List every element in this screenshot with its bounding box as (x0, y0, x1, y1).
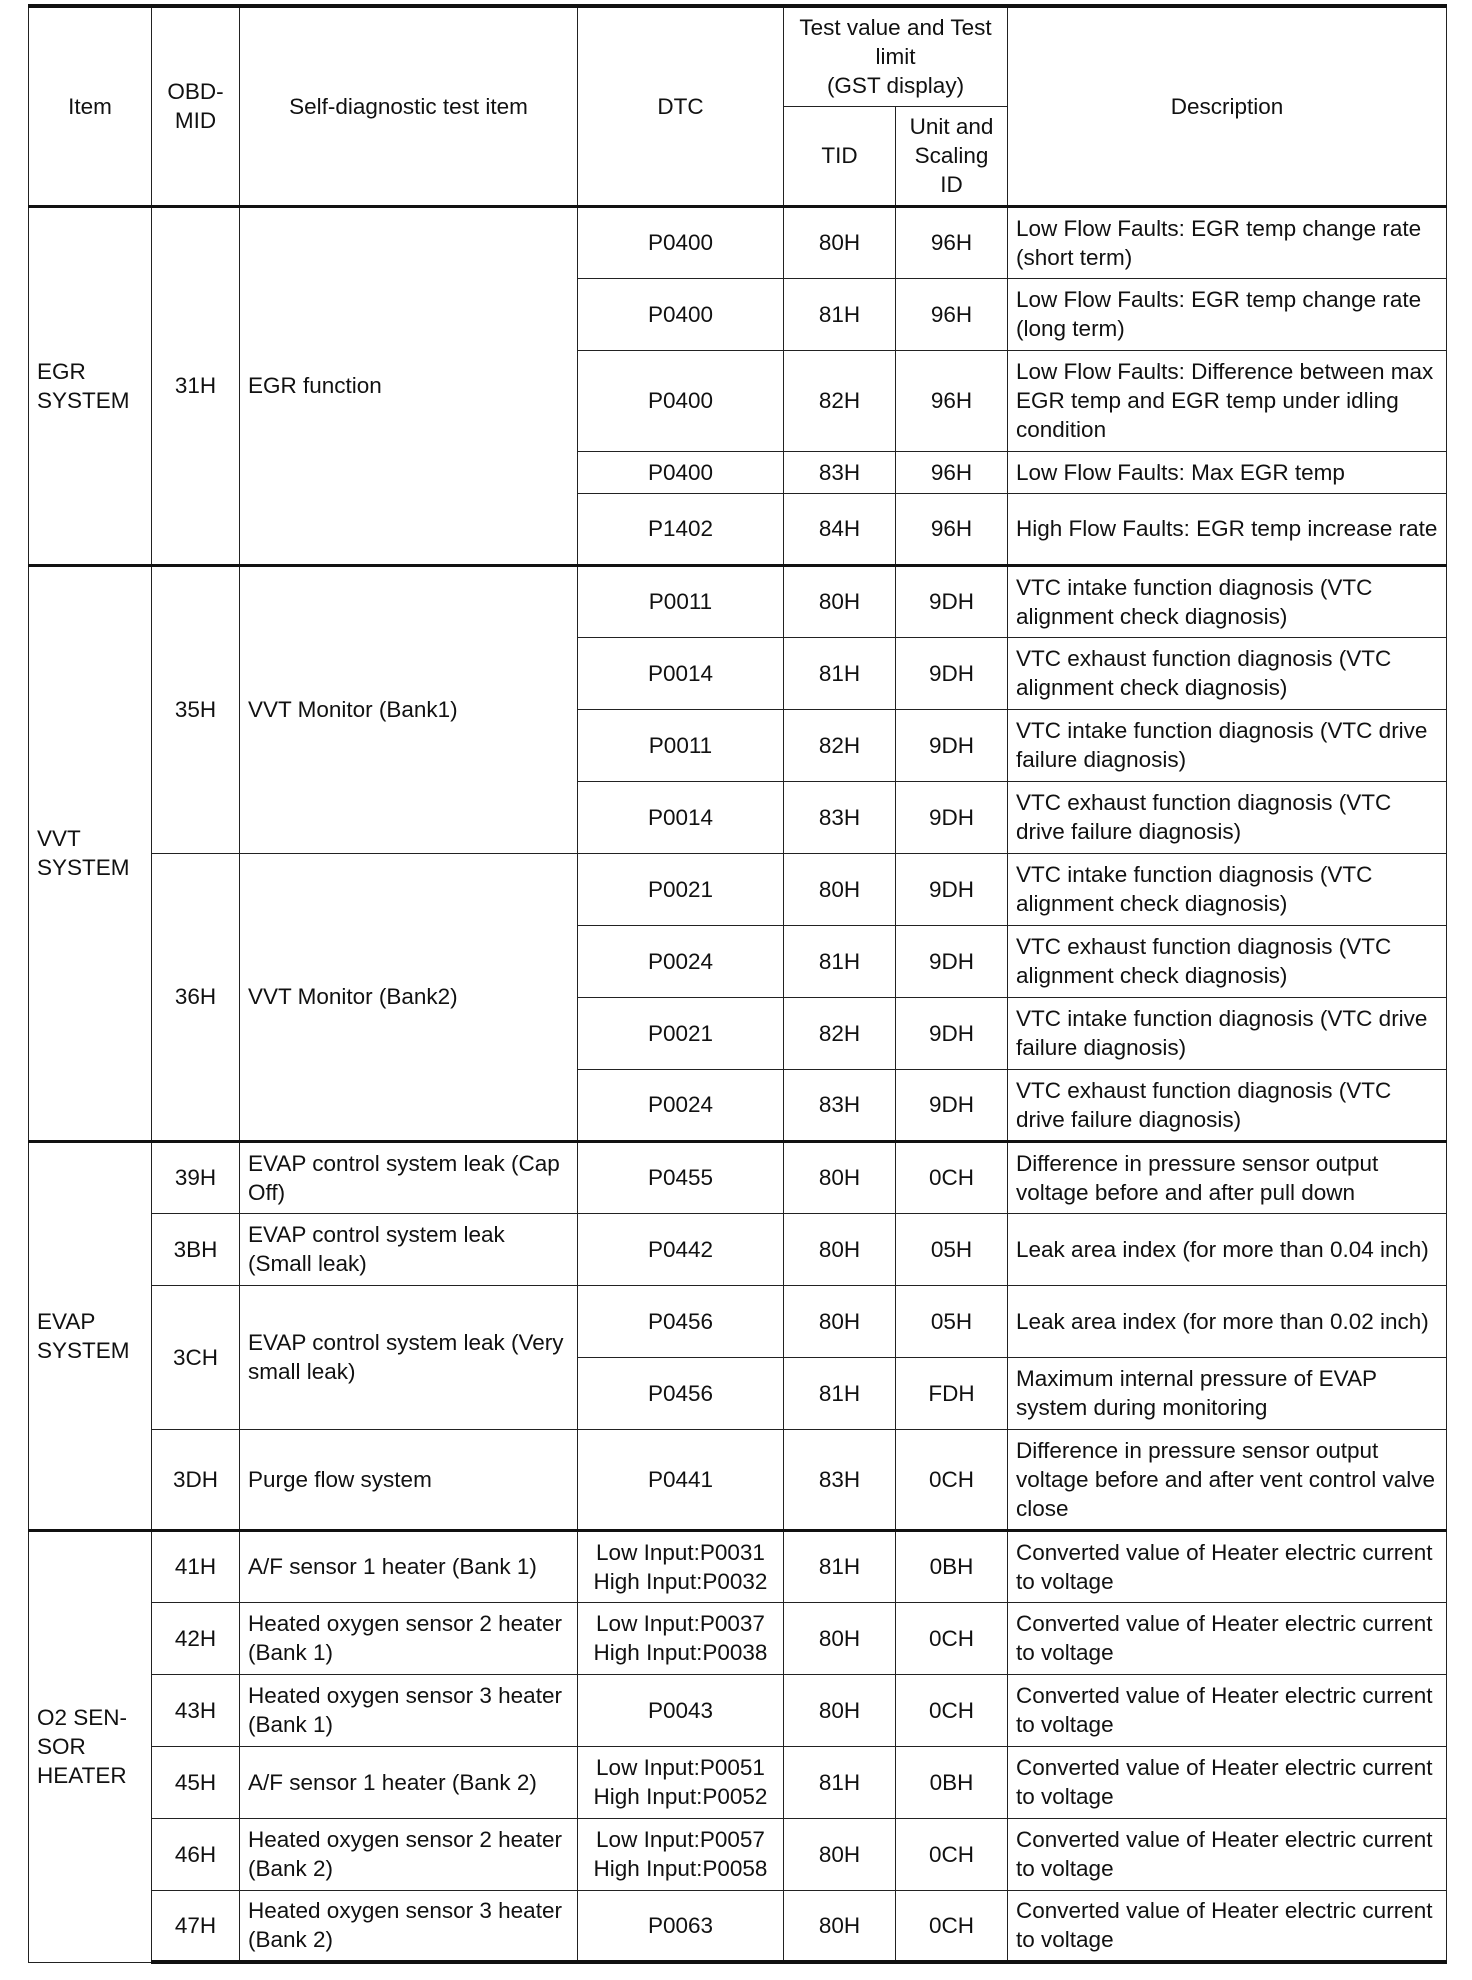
table-row (29, 1602, 1447, 1674)
dtc-code: P0024 (647, 948, 714, 974)
dtc-code: P1402 (647, 516, 714, 541)
description-cell: VTC exhaust function diagnosis (VTC alignment check diagnosis) (1008, 637, 1447, 709)
tid-cell: 82H (784, 997, 896, 1069)
table-row (29, 565, 1447, 637)
dtc-cell (578, 1746, 784, 1818)
unit-scaling-cell: 9DH (896, 925, 1008, 997)
dtc-cell (578, 278, 784, 350)
unit-scaling-cell: 05H (896, 1285, 1008, 1357)
dtc-code: High Input:P0032 (593, 1568, 768, 1594)
tid-cell: 80H (784, 1818, 896, 1890)
dtc-code: P0063 (647, 1912, 714, 1938)
test-item-cell: VVT Monitor (Bank2) (240, 853, 578, 1141)
tid-cell: 80H (784, 1141, 896, 1213)
obd-mid-cell: 3DH (152, 1429, 240, 1530)
obd-mid-cell: 42H (152, 1602, 240, 1674)
dtc-code: High Input:P0052 (593, 1784, 768, 1809)
unit-scaling-cell: 0CH (896, 1674, 1008, 1746)
description-cell: Converted value of Heater electric current to voltage (1008, 1818, 1447, 1890)
unit-scaling-cell: 96H (896, 493, 1008, 565)
test-item-cell: Heated oxygen sensor 3 heater (Bank 1) (240, 1674, 578, 1746)
dtc-cell (578, 1357, 784, 1429)
obd-mid-cell: 39H (152, 1141, 240, 1213)
dtc-cell (578, 1141, 784, 1213)
test-item-cell: EVAP control system leak (Small leak) (240, 1213, 578, 1285)
tid-cell: 83H (784, 1069, 896, 1141)
dtc-cell (578, 1674, 784, 1746)
unit-scaling-cell: 96H (896, 206, 1008, 278)
dtc-cell (578, 637, 784, 709)
tid-cell: 81H (784, 637, 896, 709)
header-tid: TID (784, 106, 896, 206)
dtc-code: P0455 (647, 1165, 714, 1190)
tid-cell: 84H (784, 493, 896, 565)
tid-cell: 81H (784, 1746, 896, 1818)
tid-cell: 81H (784, 1357, 896, 1429)
dtc-code: P0400 (647, 230, 714, 255)
dtc-code: P0024 (647, 1092, 714, 1117)
unit-scaling-cell: 0CH (896, 1141, 1008, 1213)
dtc-code: P0021 (647, 876, 714, 902)
description-cell: Leak area index (for more than 0.04 inch) (1008, 1213, 1447, 1285)
description-cell: Converted value of Heater electric current to voltage (1008, 1674, 1447, 1746)
tid-cell: 80H (784, 1674, 896, 1746)
dtc-cell (578, 565, 784, 637)
dtc-code: P0442 (647, 1236, 714, 1262)
tid-cell: 81H (784, 278, 896, 350)
dtc-code: P0011 (648, 732, 713, 758)
dtc-code: P0021 (647, 1020, 714, 1046)
description-cell: Converted value of Heater electric current to voltage (1008, 1602, 1447, 1674)
dtc-code: P0456 (647, 1380, 714, 1406)
tid-cell: 80H (784, 1602, 896, 1674)
description-cell: Converted value of Heater electric current to voltage (1008, 1890, 1447, 1962)
description-cell: VTC intake function diagnosis (VTC drive failure diagnosis) (1008, 709, 1447, 781)
obd-mid-cell: 43H (152, 1674, 240, 1746)
unit-scaling-cell: 9DH (896, 565, 1008, 637)
dtc-code: P0014 (647, 660, 714, 686)
unit-scaling-cell: 96H (896, 278, 1008, 350)
tid-cell: 80H (784, 853, 896, 925)
table-row (29, 1141, 1447, 1213)
test-item-cell: Heated oxygen sensor 2 heater (Bank 2) (240, 1818, 578, 1890)
dtc-cell (578, 451, 784, 493)
obd-mid-cell: 36H (152, 853, 240, 1141)
header-item: Item (29, 6, 152, 206)
dtc-cell (578, 997, 784, 1069)
unit-scaling-cell: 9DH (896, 781, 1008, 853)
test-item-cell: EGR function (240, 206, 578, 565)
tid-cell: 80H (784, 1213, 896, 1285)
unit-scaling-cell: 9DH (896, 637, 1008, 709)
dtc-cell (578, 1818, 784, 1890)
dtc-code: Low Input:P0057 (596, 1827, 765, 1852)
tid-cell: 82H (784, 350, 896, 451)
table-row (29, 1530, 1447, 1602)
description-cell: Low Flow Faults: EGR temp change rate (long term) (1008, 278, 1447, 350)
dtc-code: P0011 (648, 589, 713, 614)
table-row (29, 853, 1447, 925)
description-cell: Converted value of Heater electric current to voltage (1008, 1530, 1447, 1602)
dtc-code: P0456 (647, 1308, 714, 1334)
dtc-cell (578, 853, 784, 925)
unit-scaling-cell: 96H (896, 350, 1008, 451)
tid-cell: 83H (784, 1429, 896, 1530)
test-item-cell: A/F sensor 1 heater (Bank 2) (240, 1746, 578, 1818)
dtc-code: Low Input:P0037 (596, 1611, 765, 1636)
dtc-code: P0043 (647, 1697, 714, 1723)
unit-scaling-cell: 9DH (896, 1069, 1008, 1141)
description-cell: VTC intake function diagnosis (VTC drive failure diagnosis) (1008, 997, 1447, 1069)
dtc-code: P0441 (647, 1466, 714, 1492)
unit-scaling-cell: 05H (896, 1213, 1008, 1285)
header-description: Description (1008, 6, 1447, 206)
description-cell: Converted value of Heater electric current to voltage (1008, 1746, 1447, 1818)
dtc-cell (578, 1213, 784, 1285)
description-cell: Difference in pressure sensor output voltage before and after vent control valve close (1008, 1429, 1447, 1530)
unit-scaling-cell: 0BH (896, 1746, 1008, 1818)
dtc-code: High Input:P0058 (593, 1856, 768, 1881)
dtc-code: Low Input:P0051 (596, 1755, 765, 1780)
dtc-code: P0400 (647, 388, 714, 413)
test-item-cell: A/F sensor 1 heater (Bank 1) (240, 1530, 578, 1602)
unit-scaling-cell: 9DH (896, 997, 1008, 1069)
dtc-code: High Input:P0038 (593, 1640, 768, 1665)
header-test-item: Self-diagnostic test item (240, 6, 578, 206)
dtc-code: Low Input:P0031 (596, 1539, 765, 1565)
dtc-cell (578, 781, 784, 853)
tid-cell: 80H (784, 206, 896, 278)
unit-scaling-cell: 0BH (896, 1530, 1008, 1602)
header-test-value: Test value and Test limit (GST display) (784, 6, 1008, 106)
test-item-cell: EVAP control system leak (Cap Off) (240, 1141, 578, 1213)
unit-scaling-cell: 0CH (896, 1429, 1008, 1530)
dtc-cell (578, 1285, 784, 1357)
tid-cell: 83H (784, 781, 896, 853)
obd-mid-cell: 35H (152, 565, 240, 853)
obd-mid-cell: 47H (152, 1890, 240, 1962)
dtc-code: P0400 (647, 459, 714, 485)
dtc-code: P0014 (647, 804, 714, 830)
dtc-cell (578, 1429, 784, 1530)
obd-mid-cell: 3CH (152, 1285, 240, 1429)
obd-mid-cell: 41H (152, 1530, 240, 1602)
table-body (29, 206, 1447, 1962)
description-cell: VTC exhaust function diagnosis (VTC drive failure diagnosis) (1008, 781, 1447, 853)
table-container (28, 4, 1446, 1964)
dtc-cell (578, 1069, 784, 1141)
description-cell: Low Flow Faults: EGR temp change rate (short term) (1008, 206, 1447, 278)
description-cell: Difference in pressure sensor output voltage before and after pull down (1008, 1141, 1447, 1213)
description-cell: VTC intake function diagnosis (VTC alignment check diagnosis) (1008, 853, 1447, 925)
table-row (29, 1674, 1447, 1746)
table-row (29, 1429, 1447, 1530)
description-cell: Maximum internal pressure of EVAP system during monitoring (1008, 1357, 1447, 1429)
item-cell: VVT SYSTEM (29, 565, 152, 1141)
item-cell: O2 SEN- SOR HEATER (29, 1530, 152, 1962)
obd-monitor-table (28, 4, 1447, 1964)
item-cell: EGR SYSTEM (29, 206, 152, 565)
description-cell: Leak area index (for more than 0.02 inch) (1008, 1285, 1447, 1357)
description-cell: VTC intake function diagnosis (VTC alignment check diagnosis) (1008, 565, 1447, 637)
description-cell: Low Flow Faults: Max EGR temp (1008, 451, 1447, 493)
test-item-cell: Purge flow system (240, 1429, 578, 1530)
table-row (29, 206, 1447, 278)
obd-mid-cell: 3BH (152, 1213, 240, 1285)
unit-scaling-cell: FDH (896, 1357, 1008, 1429)
tid-cell: 81H (784, 925, 896, 997)
header-dtc: DTC (578, 6, 784, 206)
table-row (29, 1890, 1447, 1962)
unit-scaling-cell: 9DH (896, 853, 1008, 925)
header-unit-scaling: Unit and Scaling ID (896, 106, 1008, 206)
table-header (29, 6, 1447, 206)
unit-scaling-cell: 0CH (896, 1602, 1008, 1674)
dtc-cell (578, 350, 784, 451)
dtc-cell (578, 206, 784, 278)
dtc-cell (578, 1530, 784, 1602)
test-item-cell: VVT Monitor (Bank1) (240, 565, 578, 853)
dtc-cell (578, 925, 784, 997)
obd-mid-cell: 31H (152, 206, 240, 565)
table-row (29, 1746, 1447, 1818)
obd-mid-cell: 45H (152, 1746, 240, 1818)
dtc-cell (578, 709, 784, 781)
dtc-cell (578, 1890, 784, 1962)
table-row (29, 1818, 1447, 1890)
unit-scaling-cell: 96H (896, 451, 1008, 493)
tid-cell: 80H (784, 565, 896, 637)
obd-mid-cell: 46H (152, 1818, 240, 1890)
test-item-cell: Heated oxygen sensor 3 heater (Bank 2) (240, 1890, 578, 1962)
tid-cell: 80H (784, 1285, 896, 1357)
tid-cell: 81H (784, 1530, 896, 1602)
unit-scaling-cell: 0CH (896, 1890, 1008, 1962)
description-cell: VTC exhaust function diagnosis (VTC alignment check diagnosis) (1008, 925, 1447, 997)
description-cell: High Flow Faults: EGR temp increase rate (1008, 493, 1447, 565)
test-item-cell: Heated oxygen sensor 2 heater (Bank 1) (240, 1602, 578, 1674)
dtc-cell (578, 493, 784, 565)
tid-cell: 82H (784, 709, 896, 781)
dtc-cell (578, 1602, 784, 1674)
item-cell: EVAP SYSTEM (29, 1141, 152, 1530)
description-cell: VTC exhaust function diagnosis (VTC drive failure diagnosis) (1008, 1069, 1447, 1141)
dtc-code: P0400 (647, 301, 714, 327)
description-cell: Low Flow Faults: Difference between max EGR temp and EGR temp under idling condition (1008, 350, 1447, 451)
tid-cell: 83H (784, 451, 896, 493)
tid-cell: 80H (784, 1890, 896, 1962)
unit-scaling-cell: 9DH (896, 709, 1008, 781)
header-obd-mid: OBD- MID (152, 6, 240, 206)
table-row (29, 1213, 1447, 1285)
test-item-cell: EVAP control system leak (Very small leak) (240, 1285, 578, 1429)
unit-scaling-cell: 0CH (896, 1818, 1008, 1890)
table-row (29, 1285, 1447, 1357)
